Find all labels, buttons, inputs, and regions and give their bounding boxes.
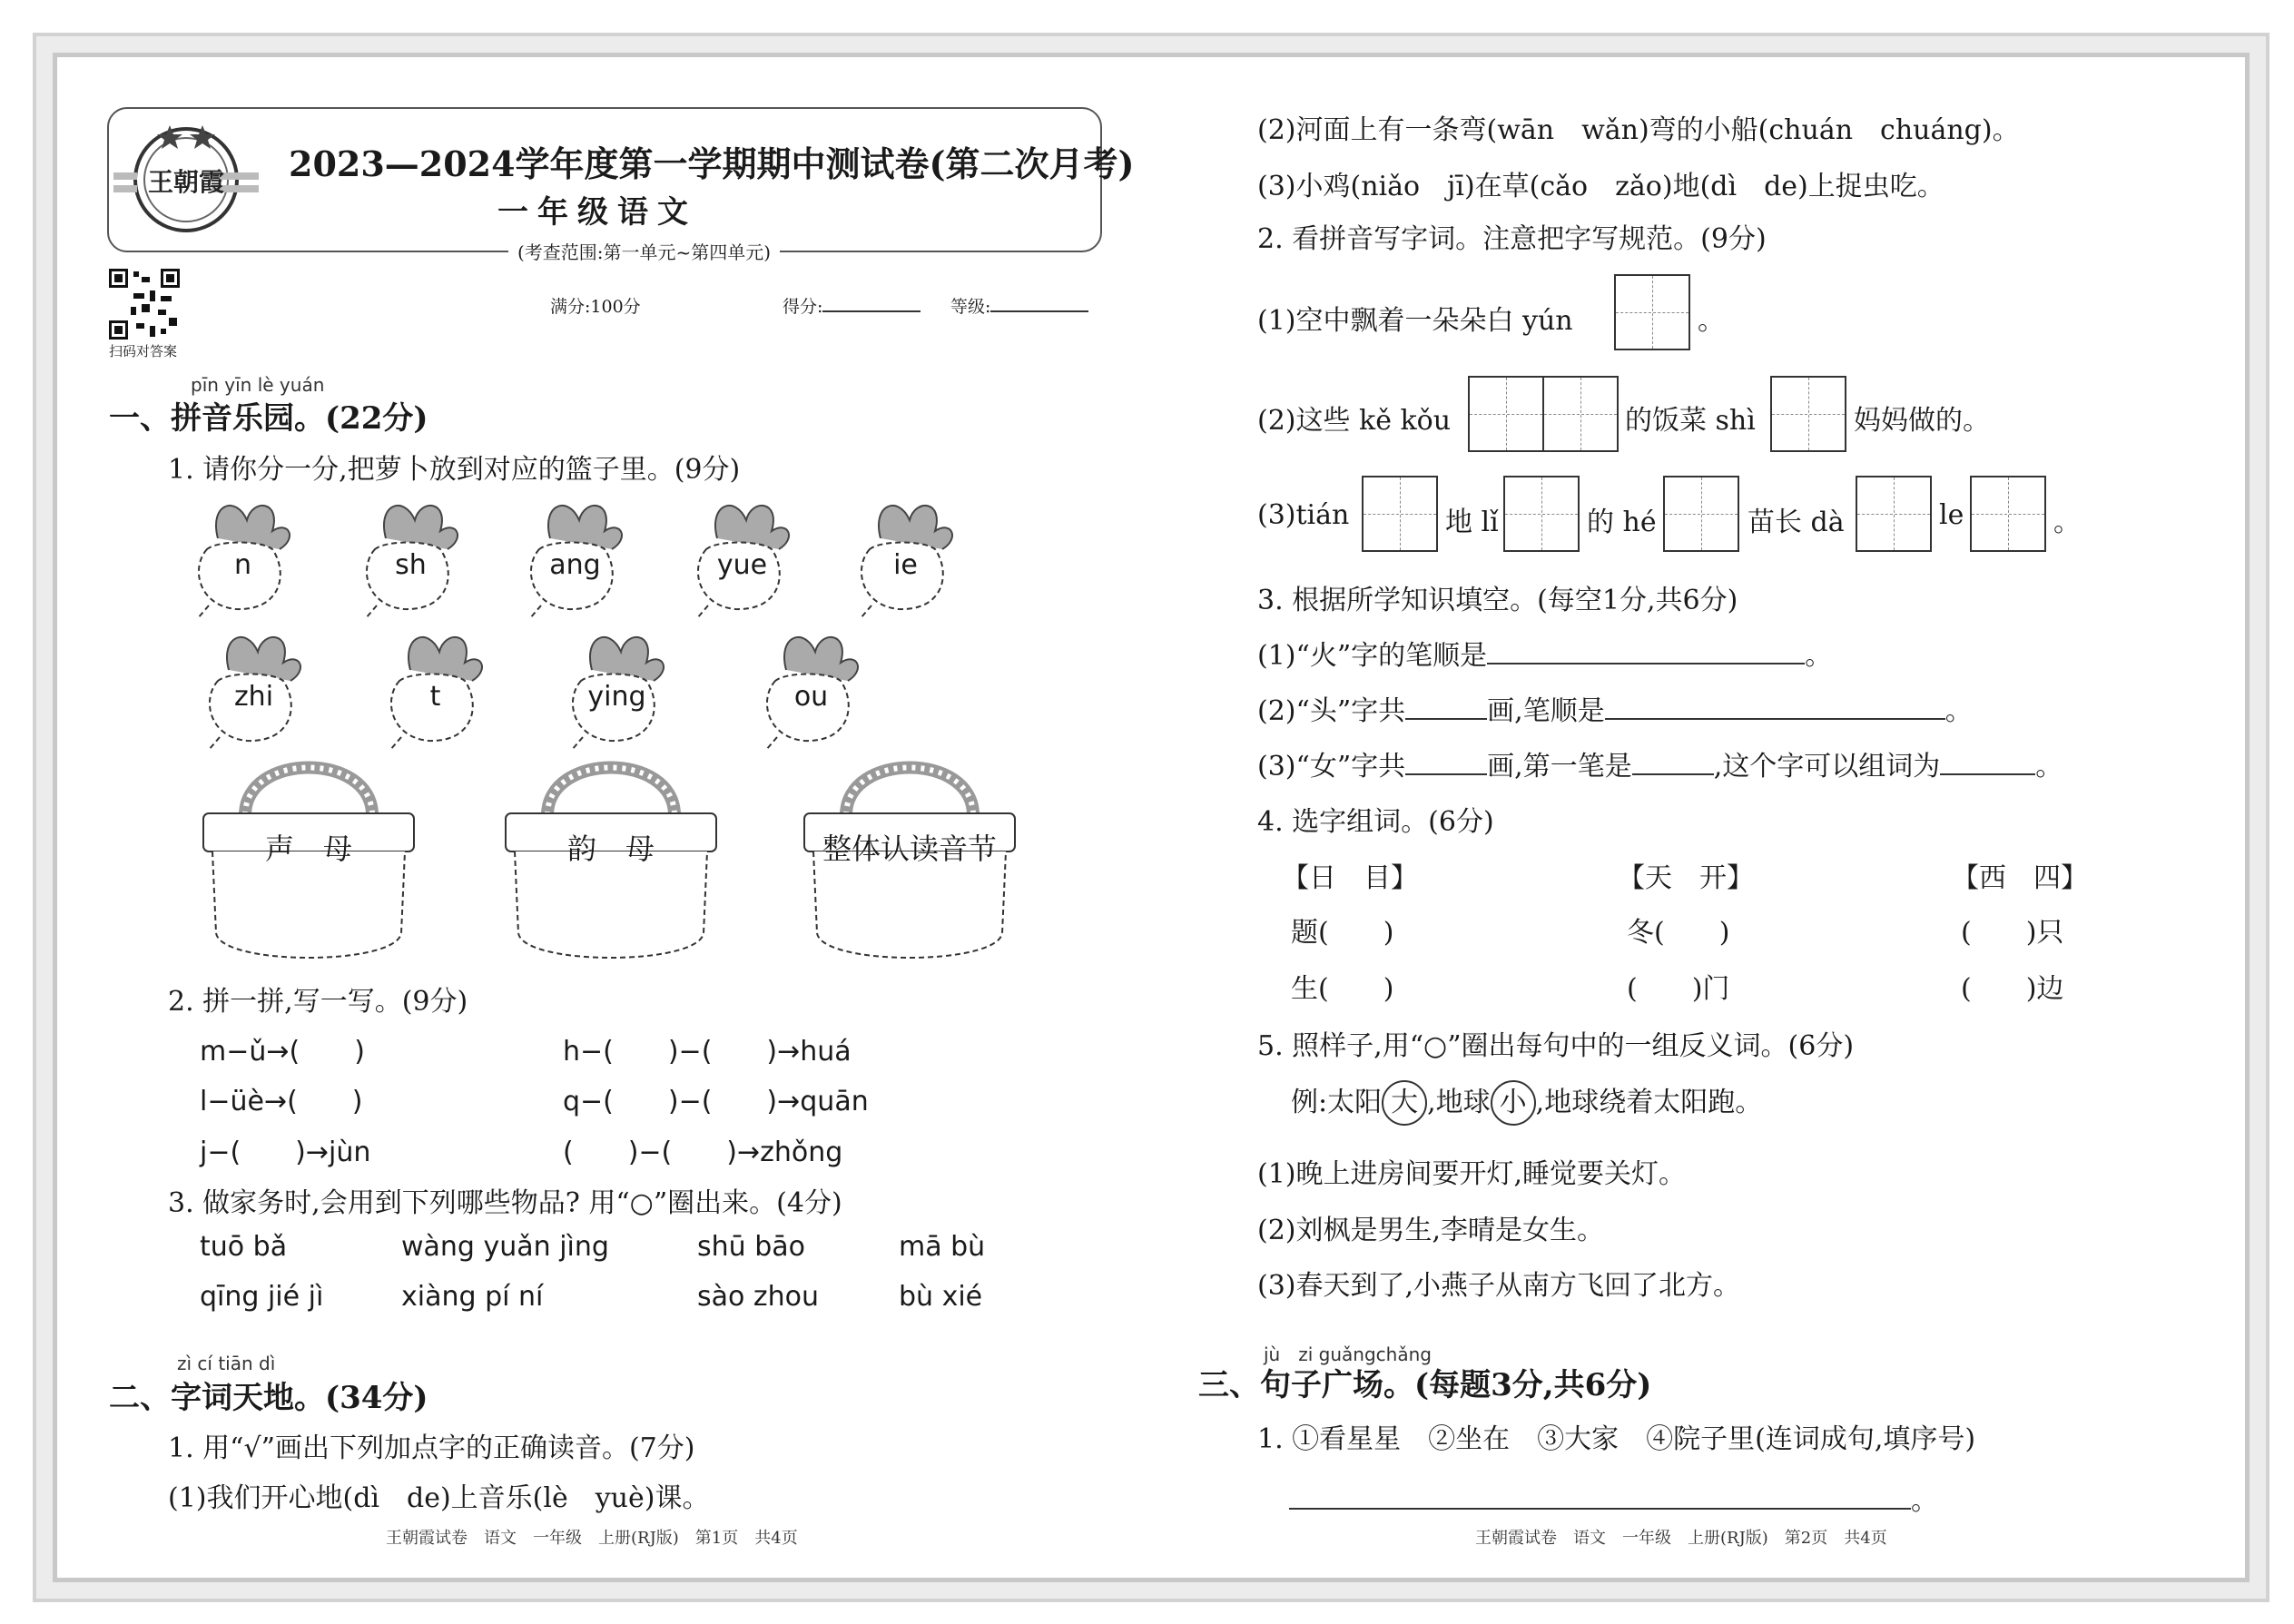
exam-title: 2023—2024学年度第一学期期中测试卷(第二次月考) bbox=[289, 143, 1135, 184]
s1-q2: 2. 拼一拼,写一写。(9分) bbox=[168, 986, 468, 1018]
circled-char: 大 bbox=[1382, 1080, 1427, 1126]
q2-line1-end: 。 bbox=[1698, 305, 1725, 337]
section3-title: 三、句子广场。(每题3分,共6分) bbox=[1198, 1367, 1652, 1403]
q2-item[interactable]: ( )−( )→zhǒng bbox=[563, 1137, 843, 1168]
q3-item[interactable]: wàng yuǎn jìng bbox=[401, 1231, 609, 1263]
q2-line2-mid: 的饭菜 shì bbox=[1625, 405, 1756, 437]
char-grid[interactable] bbox=[1770, 376, 1846, 452]
q5-example: 例:太阳 大 ,地球 小 ,地球绕着太阳跑。 bbox=[1291, 1080, 1762, 1126]
q2-item[interactable]: j−( )→jùn bbox=[200, 1137, 371, 1168]
radish-card[interactable] bbox=[844, 495, 962, 622]
q4-blank[interactable]: 题( ) bbox=[1291, 917, 1394, 949]
q3-item[interactable]: bù xié bbox=[899, 1281, 983, 1313]
radish-label: ang bbox=[549, 549, 601, 581]
basket-initials[interactable] bbox=[200, 761, 418, 969]
q5-line3[interactable]: (3)春天到了,小燕子从南方飞回了北方。 bbox=[1257, 1270, 1741, 1302]
q2-line2-text: (2)这些 kě kǒu bbox=[1257, 405, 1452, 437]
logo-text: 王朝霞 bbox=[147, 167, 225, 197]
radish-card[interactable] bbox=[556, 626, 674, 753]
section3-pinyin: jù zi guǎngchǎng bbox=[1264, 1343, 1432, 1365]
char-grid[interactable] bbox=[1614, 274, 1690, 350]
q4-blank[interactable]: ( )边 bbox=[1961, 973, 2064, 1005]
radish-label: ying bbox=[587, 681, 646, 713]
q3-item[interactable]: qīng jié jì bbox=[200, 1281, 324, 1313]
s3-q1: 1. ①看星星 ②坐在 ③大家 ④院子里(连词成句,填序号) bbox=[1257, 1423, 1976, 1455]
s2-q1-line1[interactable]: (1)我们开心地(dì de)上音乐(lè yuè)课。 bbox=[168, 1482, 710, 1514]
section2-pinyin: zì cí tiān dì bbox=[177, 1353, 276, 1374]
grade-field[interactable] bbox=[950, 293, 1088, 318]
radish-label: n bbox=[233, 549, 251, 581]
q4-blank[interactable]: 生( ) bbox=[1291, 973, 1394, 1005]
radish-label: ie bbox=[893, 549, 918, 581]
s2-q4: 4. 选字组词。(6分) bbox=[1257, 806, 1494, 838]
radish-label: sh bbox=[395, 549, 427, 581]
q3-item[interactable]: sào zhou bbox=[697, 1281, 820, 1313]
s1-q3: 3. 做家务时,会用到下列哪些物品? 用“○”圈出来。(4分) bbox=[168, 1187, 842, 1219]
q2-line3-part: 苗长 dà bbox=[1748, 507, 1845, 538]
s2-q2: 2. 看拼音写字词。注意把字写规范。(9分) bbox=[1257, 223, 1767, 255]
radish-label: ou bbox=[793, 681, 829, 713]
s1-q1: 1. 请你分一分,把萝卜放到对应的篮子里。(9分) bbox=[168, 454, 741, 486]
q2-item[interactable]: h−( )−( )→huá bbox=[563, 1036, 852, 1068]
q5-line2[interactable]: (2)刘枫是男生,李晴是女生。 bbox=[1257, 1215, 1605, 1246]
char-grid[interactable] bbox=[1970, 476, 2046, 552]
circled-char: 小 bbox=[1491, 1080, 1536, 1126]
basket-label: 声 母 bbox=[264, 832, 352, 866]
section1-pinyin: pīn yīn lè yuán bbox=[191, 374, 325, 396]
radish-card[interactable] bbox=[192, 626, 310, 753]
char-grid[interactable] bbox=[1856, 476, 1932, 552]
exam-scope: (考查范围:第一单元~第四单元) bbox=[508, 238, 780, 264]
q5-line1[interactable]: (1)晚上进房间要开灯,睡觉要关灯。 bbox=[1257, 1158, 1687, 1190]
s2-q1: 1. 用“√”画出下列加点字的正确读音。(7分) bbox=[168, 1432, 695, 1464]
char-grid[interactable] bbox=[1468, 376, 1544, 452]
q2-line3-part: 。 bbox=[2053, 507, 2081, 538]
q2-line3-part: le bbox=[1939, 499, 1964, 531]
full-score: 满分:100分 bbox=[550, 297, 641, 317]
radish-card[interactable] bbox=[514, 495, 632, 622]
s2-q1-line2[interactable]: (2)河面上有一条弯(wān wǎn)弯的小船(chuán chuáng)。 bbox=[1257, 114, 2020, 146]
q4-group: 【天 开】 bbox=[1618, 862, 1754, 894]
radish-label: yue bbox=[716, 549, 768, 581]
q2-line3-part: 地 lǐ bbox=[1445, 507, 1499, 538]
q2-item[interactable]: m−ǔ→( ) bbox=[200, 1036, 365, 1068]
footer-right: 王朝霞试卷 语文 一年级 上册(RJ版) 第2页 共4页 bbox=[1475, 1529, 1887, 1548]
char-grid[interactable] bbox=[1663, 476, 1739, 552]
s2-q3: 3. 根据所学知识填空。(每空1分,共6分) bbox=[1257, 585, 1738, 616]
q2-line3-part: (3)tián bbox=[1257, 499, 1350, 531]
basket-finals[interactable] bbox=[502, 761, 720, 969]
qr-code-icon[interactable] bbox=[109, 269, 180, 340]
q3-item[interactable]: tuō bǎ bbox=[200, 1231, 288, 1263]
basket-label: 整体认读音节 bbox=[822, 832, 997, 866]
exam-subject: 一年级语文 bbox=[497, 194, 697, 231]
char-grid[interactable] bbox=[1503, 476, 1580, 552]
q4-blank[interactable]: ( )只 bbox=[1961, 917, 2064, 949]
q2-item[interactable]: q−( )−( )→quān bbox=[563, 1086, 869, 1117]
section1-title: 一、拼音乐园。(22分) bbox=[109, 400, 428, 437]
char-grid[interactable] bbox=[1362, 476, 1438, 552]
s2-q1-line3[interactable]: (3)小鸡(niǎo jī)在草(cǎo zǎo)地(dì de)上捉虫吃。 bbox=[1257, 171, 1944, 202]
section2-title: 二、字词天地。(34分) bbox=[109, 1380, 428, 1416]
q4-blank[interactable]: ( )门 bbox=[1627, 973, 1730, 1005]
q2-line1-text: (1)空中飘着一朵朵白 yún bbox=[1257, 305, 1573, 337]
q3-line2[interactable]: (2)“头”字共 画,笔顺是 。 bbox=[1257, 695, 1973, 727]
s2-q5: 5. 照样子,用“○”圈出每句中的一组反义词。(6分) bbox=[1257, 1030, 1855, 1062]
q3-item[interactable]: shū bāo bbox=[697, 1231, 805, 1263]
radish-label: t bbox=[429, 681, 441, 713]
radish-card[interactable] bbox=[681, 495, 799, 622]
qr-label: 扫码对答案 bbox=[109, 343, 178, 359]
q2-line2-end: 妈妈做的。 bbox=[1854, 405, 1990, 437]
q4-group: 【西 四】 bbox=[1952, 862, 2088, 894]
footer-left: 王朝霞试卷 语文 一年级 上册(RJ版) 第1页 共4页 bbox=[386, 1529, 798, 1548]
brand-logo bbox=[113, 116, 259, 243]
radish-card[interactable] bbox=[182, 495, 300, 622]
score-field[interactable] bbox=[783, 293, 921, 318]
basket-label: 韵 母 bbox=[566, 832, 655, 866]
q3-item[interactable]: mā bù bbox=[899, 1231, 986, 1263]
char-grid[interactable] bbox=[1542, 376, 1619, 452]
q4-group: 【日 目】 bbox=[1282, 862, 1418, 894]
q3-line1[interactable]: (1)“火”字的笔顺是 。 bbox=[1257, 640, 1833, 672]
radish-card[interactable] bbox=[350, 495, 468, 622]
q3-line3[interactable]: (3)“女”字共 画,第一笔是 ,这个字可以组词为 。 bbox=[1257, 751, 2063, 782]
q3-item[interactable]: xiàng pí ní bbox=[401, 1281, 544, 1313]
radish-card[interactable] bbox=[374, 626, 492, 753]
q4-blank[interactable]: 冬( ) bbox=[1627, 917, 1730, 949]
s3-answer-line[interactable]: 。 bbox=[1289, 1478, 1938, 1518]
q2-line3-part: 的 hé bbox=[1587, 507, 1657, 538]
score-label: 得分: bbox=[783, 297, 823, 317]
basket-whole-syllables[interactable] bbox=[801, 761, 1019, 969]
grade-label: 等级: bbox=[950, 297, 991, 317]
q2-item[interactable]: l−üè→( ) bbox=[200, 1086, 363, 1117]
radish-label: zhi bbox=[233, 681, 274, 713]
radish-card[interactable] bbox=[750, 626, 868, 753]
